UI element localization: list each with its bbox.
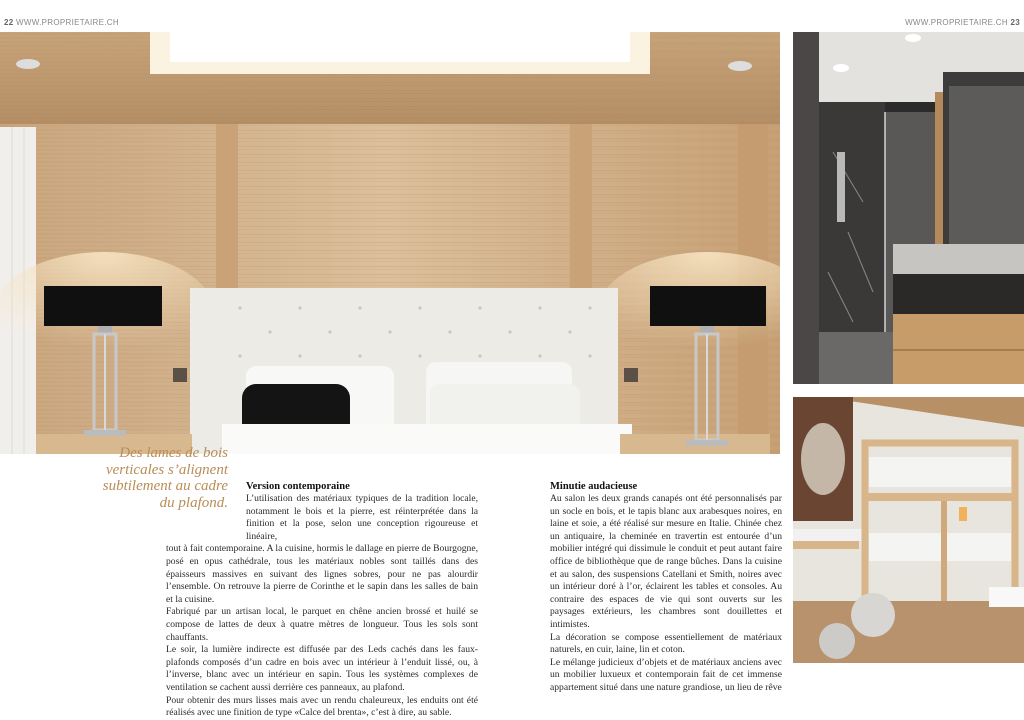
- bathroom-photo: [793, 32, 1024, 384]
- article-column-2: [550, 480, 782, 695]
- page-header-right: [905, 18, 1020, 27]
- paragraph: Le soir, la lumière indirecte est diffusée par des Leds cachés dans les faux-plafonds composés d’un cadre en bois avec un intérieur à l’enduit lissé, ou, à l’inverse, blanc avec un intérieur en sapin. Tous les systèmes complexes de ventilation se cachent aussi derrière ces panneaux, au plafond.: [166, 644, 478, 693]
- page-number-left: 22: [4, 18, 14, 27]
- page-number-right: 23: [1010, 18, 1020, 27]
- site-url-left: WWW.PROPRIETAIRE.CH: [16, 18, 119, 27]
- paragraph: Fabriqué par un artisan local, le parquet en chêne ancien brossé et huilé se compose de lattes de deux à quatre mètres de longueur. Tous les sols sont chauffants.: [166, 606, 478, 643]
- paragraph: La décoration se compose essentiellement de matériaux naturels, en cuir, laine, lin et coton.: [550, 631, 782, 656]
- site-url-right: WWW.PROPRIETAIRE.CH: [905, 18, 1008, 27]
- section-heading-version-contemporaine: Version contemporaine: [246, 481, 350, 492]
- bedroom-photo: [0, 32, 780, 454]
- paragraph: Au salon les deux grands canapés ont été personnalisés par un socle en bois, et le tapis blanc aux arabesques noires, en laine et soie, a été réalisé sur mesure en Italie. Chinée chez un antiquaire, la cheminée en travertin est entourée d’un mobilier intégré qui dissimule le conduit et peut autant faire office de bibliothèque que de range bûches. Dans la cuisine et au salon, des suspensions Catellani et Smith, noires avec un intérieur doré à l’or, éclairent les tables et consoles. Au contraire des espaces de vie qui sont ouverts sur les paysages extérieurs, les chambres sont douillettes et intimistes.: [550, 493, 782, 630]
- paragraph: Pour obtenir des murs lisses mais avec un rendu chaleureux, les enduits ont été réalisés avec une finition de type «Calce del brenta», c’est à dire, au sable.: [166, 694, 478, 719]
- section-heading-minutie-audacieuse: Minutie audacieuse: [550, 481, 638, 492]
- article-column-1: [166, 480, 478, 720]
- page-header-left: [4, 18, 119, 27]
- paragraph: tout à fait contemporaine. A la cuisine, hormis le dallage en pierre de Bourgogne, posé en opus cathédrale, tous les matériaux nobles sont taillés dans des épaisseurs massives en suivant des lignes sobres, pour ne pas alourdir l’ensemble. On retrouve la pierre de Corinthe et le sapin dans les salles de bain et la cuisine.: [166, 543, 478, 605]
- photo-caption: Des lames de bois verticales s’alignent subtilement au cadre du plafond.: [102, 445, 228, 511]
- paragraph: L’utilisation des matériaux typiques de la tradition locale, notamment le bois et la pierre, est réinterprétée dans la finition et la pose, selon une conception rigoureuse et linéaire,: [246, 493, 478, 542]
- paragraph: Le mélange judicieux d’objets et de matériaux anciens avec un mobilier luxueux et contemporain fait de cet immense appartement situé dans une nature grandiose, un lieu de rêve: [550, 656, 782, 693]
- kids-room-photo: [793, 397, 1024, 663]
